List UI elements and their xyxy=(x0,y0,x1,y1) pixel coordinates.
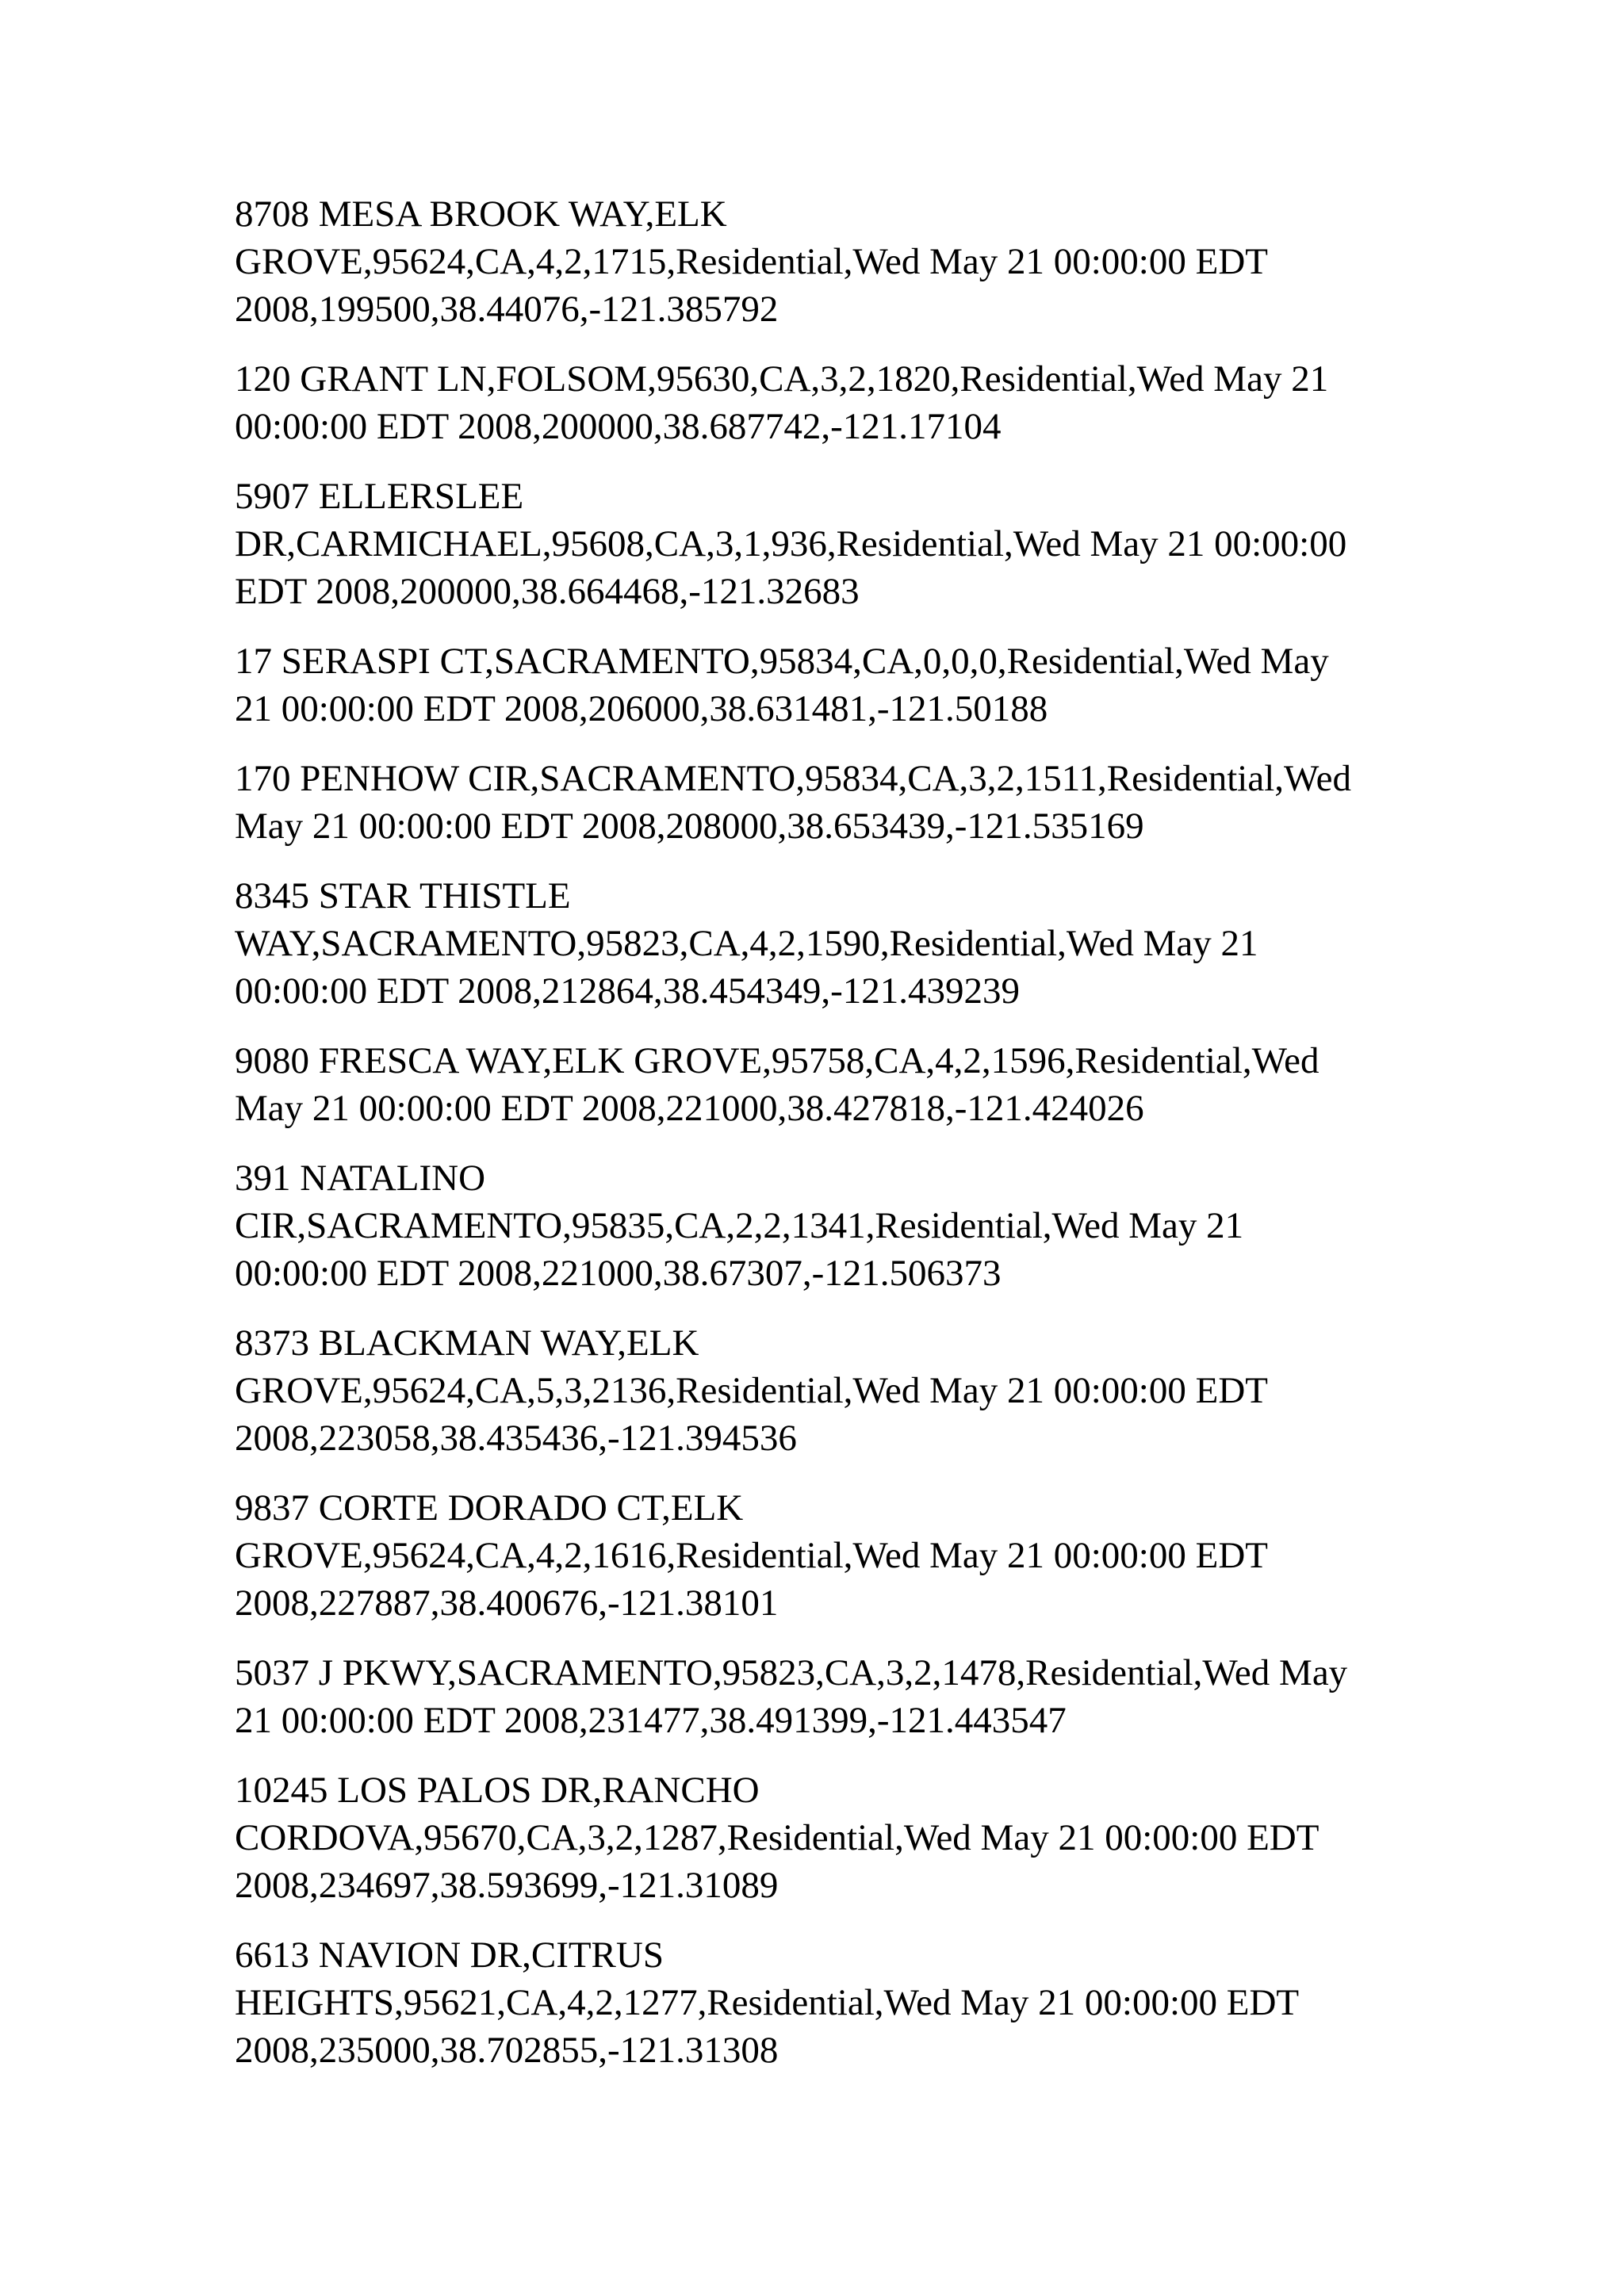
record-1-line-1: 8708 MESA BROOK WAY,ELK xyxy=(235,193,727,235)
record-9 xyxy=(235,1319,1400,1462)
record-8-line-3: 00:00:00 EDT 2008,221000,38.67307,-121.506373 xyxy=(235,1253,1002,1294)
record-2 xyxy=(235,355,1400,450)
record-9-line-2: GROVE,95624,CA,5,3,2136,Residential,Wed May 21 00:00:00 EDT xyxy=(235,1370,1268,1411)
record-3-line-2: DR,CARMICHAEL,95608,CA,3,1,936,Residential,Wed May 21 00:00:00 xyxy=(235,523,1347,564)
record-5 xyxy=(235,755,1400,850)
record-6-line-2: WAY,SACRAMENTO,95823,CA,4,2,1590,Residential,Wed May 21 xyxy=(235,923,1258,964)
record-7-line-2: May 21 00:00:00 EDT 2008,221000,38.427818,-121.424026 xyxy=(235,1088,1144,1129)
record-7 xyxy=(235,1037,1400,1132)
record-11-line-2: 21 00:00:00 EDT 2008,231477,38.491399,-121.443547 xyxy=(235,1700,1067,1741)
record-8-line-2: CIR,SACRAMENTO,95835,CA,2,2,1341,Residential,Wed May 21 xyxy=(235,1205,1244,1246)
record-6 xyxy=(235,872,1400,1015)
record-7-line-1: 9080 FRESCA WAY,ELK GROVE,95758,CA,4,2,1596,Residential,Wed xyxy=(235,1040,1320,1081)
record-1 xyxy=(235,190,1400,333)
record-13 xyxy=(235,1931,1400,2074)
record-12-line-3: 2008,234697,38.593699,-121.31089 xyxy=(235,1865,779,1906)
record-10-line-2: GROVE,95624,CA,4,2,1616,Residential,Wed May 21 00:00:00 EDT xyxy=(235,1535,1268,1576)
record-6-line-1: 8345 STAR THISTLE xyxy=(235,875,571,916)
record-2-line-2: 00:00:00 EDT 2008,200000,38.687742,-121.17104 xyxy=(235,406,1002,447)
record-13-line-3: 2008,235000,38.702855,-121.31308 xyxy=(235,2030,779,2071)
record-12-line-2: CORDOVA,95670,CA,3,2,1287,Residential,Wed May 21 00:00:00 EDT xyxy=(235,1817,1320,1858)
record-1-line-2: GROVE,95624,CA,4,2,1715,Residential,Wed May 21 00:00:00 EDT xyxy=(235,241,1268,282)
record-4 xyxy=(235,637,1400,733)
record-list xyxy=(235,190,1400,2096)
record-11-line-1: 5037 J PKWY,SACRAMENTO,95823,CA,3,2,1478,Residential,Wed May xyxy=(235,1652,1348,1693)
record-9-line-3: 2008,223058,38.435436,-121.394536 xyxy=(235,1418,797,1459)
record-11 xyxy=(235,1649,1400,1744)
record-3-line-3: EDT 2008,200000,38.664468,-121.32683 xyxy=(235,571,860,612)
record-4-line-1: 17 SERASPI CT,SACRAMENTO,95834,CA,0,0,0,Residential,Wed May xyxy=(235,641,1329,682)
record-1-line-3: 2008,199500,38.44076,-121.385792 xyxy=(235,289,779,330)
record-2-line-1: 120 GRANT LN,FOLSOM,95630,CA,3,2,1820,Residential,Wed May 21 xyxy=(235,358,1329,400)
record-13-line-2: HEIGHTS,95621,CA,4,2,1277,Residential,Wed May 21 00:00:00 EDT xyxy=(235,1982,1300,2023)
record-3-line-1: 5907 ELLERSLEE xyxy=(235,476,524,517)
record-10 xyxy=(235,1484,1400,1627)
record-5-line-1: 170 PENHOW CIR,SACRAMENTO,95834,CA,3,2,1511,Residential,Wed xyxy=(235,758,1351,799)
record-12-line-1: 10245 LOS PALOS DR,RANCHO xyxy=(235,1770,760,1811)
record-10-line-3: 2008,227887,38.400676,-121.38101 xyxy=(235,1582,779,1624)
record-5-line-2: May 21 00:00:00 EDT 2008,208000,38.653439,-121.535169 xyxy=(235,806,1144,847)
record-10-line-1: 9837 CORTE DORADO CT,ELK xyxy=(235,1487,744,1529)
record-4-line-2: 21 00:00:00 EDT 2008,206000,38.631481,-121.50188 xyxy=(235,688,1048,729)
record-6-line-3: 00:00:00 EDT 2008,212864,38.454349,-121.439239 xyxy=(235,970,1021,1012)
record-13-line-1: 6613 NAVION DR,CITRUS xyxy=(235,1934,664,1976)
record-8-line-1: 391 NATALINO xyxy=(235,1158,486,1199)
record-3 xyxy=(235,473,1400,615)
record-9-line-1: 8373 BLACKMAN WAY,ELK xyxy=(235,1322,699,1364)
record-12 xyxy=(235,1766,1400,1909)
record-8 xyxy=(235,1154,1400,1297)
